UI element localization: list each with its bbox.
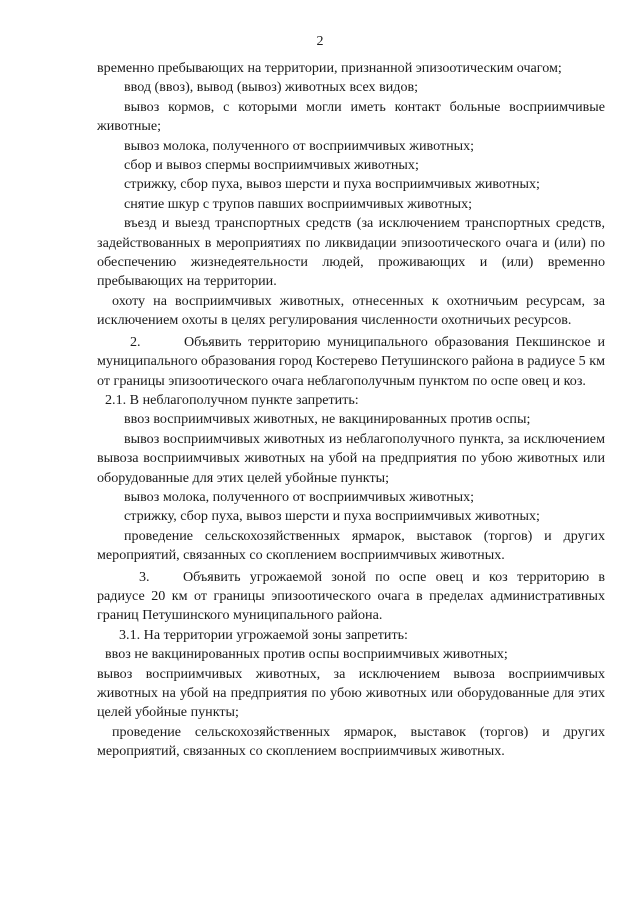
clause-2-1-item-milk: вывоз молока, полученного от восприимчивых животных; <box>124 488 475 505</box>
clause-2-1-item-import: ввоз восприимчивых животных, не вакцинированных против оспы; <box>124 411 531 428</box>
page-number: 2 <box>316 34 324 49</box>
clause-3-1-item-fairs: проведение сельскохозяйственных ярмарок, выставок (торгов) и других мероприятий, связанных со скоплением восприимчивых животных. <box>97 723 605 760</box>
clause-3 <box>97 568 605 626</box>
clause-3-text: Объявить угрожаемой зоной по оспе овец и коз территорию в радиусе 20 км от границы эпизоотического очага в пределах административных границ Петушинского муниципального района. <box>97 568 605 624</box>
document-body <box>97 59 605 762</box>
clause-3-number: 3. <box>139 568 150 585</box>
clause-2-1-heading: 2.1. В неблагополучном пункте запретить: <box>105 391 359 408</box>
ban-shearing: стрижку, сбор пуха, вывоз шерсти и пуха восприимчивых животных; <box>124 176 540 193</box>
clause-2-1-item-fairs: проведение сельскохозяйственных ярмарок, выставок (торгов) и других мероприятий, связанных со скоплением восприимчивых животных. <box>97 527 605 564</box>
ban-import-export: ввод (ввоз), вывод (вывоз) животных всех видов; <box>124 79 419 96</box>
ban-transport: въезд и выезд транспортных средств (за исключением транспортных средств, задействованных в мероприятиях по ликвидации эпизоотического очага и (или) по обеспечению жизнедеятельности людей, проживающих и (или) временно пребывающих на территории. <box>97 215 605 290</box>
ban-hunting: охоту на восприимчивых животных, отнесенных к охотничьим ресурсам, за исключением охоты в целях регулирования численности охотничьих ресурсов. <box>97 292 605 329</box>
ban-skinning: снятие шкур с трупов павших восприимчивых животных; <box>124 195 473 212</box>
clause-3-1-heading: 3.1. На территории угрожаемой зоны запретить: <box>119 626 408 643</box>
clause-2-1-item-export: вывоз восприимчивых животных из неблагополучного пункта, за исключением вывоза восприимчивых животных на убой на предприятия по убою животных или оборудованные для этих целей убойные пункты; <box>97 430 605 486</box>
clause-2-1-item-shearing: стрижку, сбор пуха, вывоз шерсти и пуха восприимчивых животных; <box>124 508 540 525</box>
clause-3-1-item-import: ввоз не вакцинированных против оспы восприимчивых животных; <box>105 646 508 663</box>
ban-feed-export: вывоз кормов, с которыми могли иметь контакт больные восприимчивые животные; <box>97 98 605 135</box>
paragraph-continuation: временно пребывающих на территории, признанной эпизоотическим очагом; <box>97 60 562 76</box>
ban-milk-export: вывоз молока, полученного от восприимчивых животных; <box>124 137 475 154</box>
clause-2-number: 2. <box>130 333 141 350</box>
clause-2 <box>97 333 605 391</box>
clause-2-text: Объявить территорию муниципального образования Пекшинское и муниципального образования город Костерево Петушинского района в радиусе 5 км от границы эпизоотического очага неблагополучным пунктом по оспе овец и коз. <box>97 333 605 389</box>
ban-sperm-export: сбор и вывоз спермы восприимчивых животных; <box>124 157 419 174</box>
clause-3-1-item-export: вывоз восприимчивых животных, за исключением вывоза восприимчивых животных на убой на предприятия по убою животных или оборудованные для этих целей убойные пункты; <box>97 665 605 721</box>
